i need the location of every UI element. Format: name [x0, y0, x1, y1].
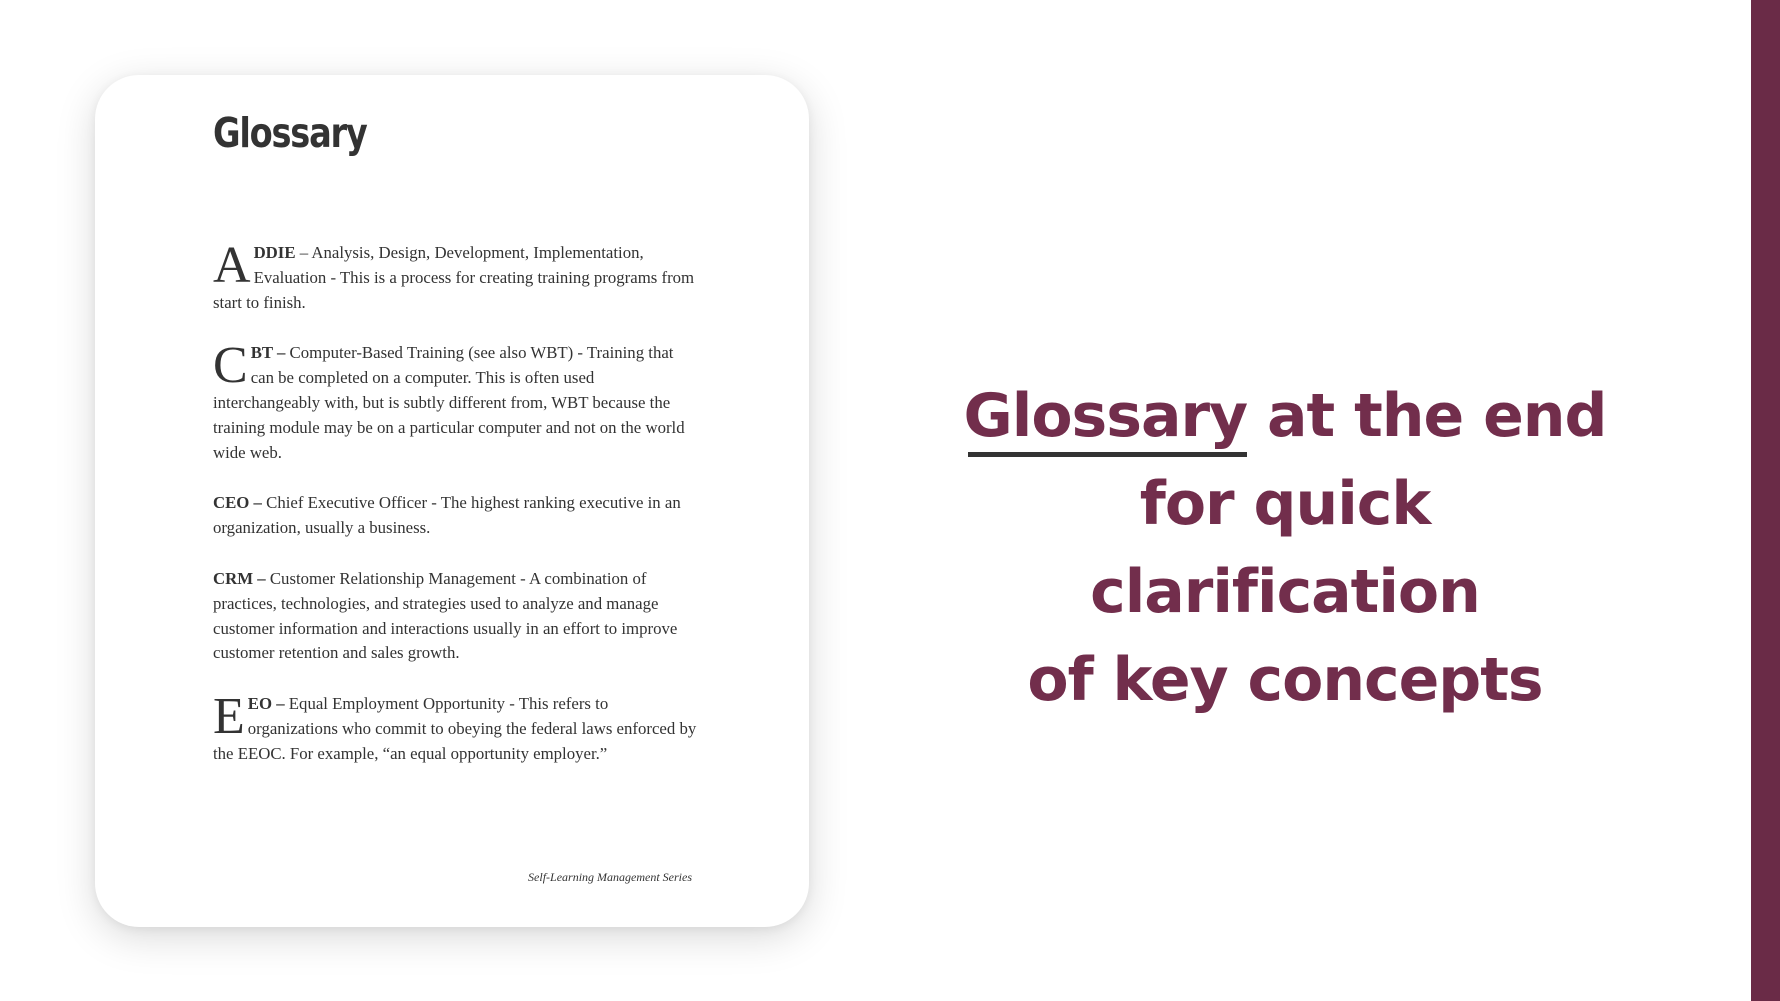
glossary-definition: Computer-Based Training (see also WBT) - Training that can be completed on a computer. This is often used interchangeably with, but is subtly different from, WBT because the training module may be on a particular computer and not on the world wide web.: [213, 343, 685, 462]
glossary-entry-ceo: [213, 491, 699, 541]
glossary-entry-crm: [213, 567, 699, 666]
glossary-definition: Customer Relationship Management - A combination of practices, technologies, and strategies used to analyze and manage customer information and interactions usually in an effort to improve customer retention and sales growth.: [213, 568, 678, 663]
dropcap: A: [213, 237, 251, 294]
accent-side-bar: [1751, 0, 1780, 1001]
glossary-entry-eeo: [213, 688, 699, 766]
glossary-title: Glossary: [213, 109, 367, 157]
headline-highlight-word: Glossary: [964, 372, 1248, 460]
glossary-term: DDIE: [253, 243, 296, 262]
series-footer: Self-Learning Management Series: [528, 870, 692, 884]
glossary-definition: Chief Executive Officer - The highest ranking executive in an organization, usually a business.: [213, 493, 681, 538]
dropcap: E: [213, 688, 245, 746]
glossary-term: CEO –: [213, 493, 262, 513]
headline-line1-rest: at the end: [1247, 381, 1607, 451]
headline-line3: of key concepts: [1027, 645, 1543, 715]
glossary-term: EO –: [247, 694, 285, 714]
glossary-entry-cbt: [213, 337, 699, 465]
glossary-term: CRM –: [213, 568, 266, 588]
glossary-definition: – Analysis, Design, Development, Implementation, Evaluation - This is a process for creating training programs from start to finish.: [213, 243, 695, 312]
glossary-entry-addie: [213, 237, 699, 315]
headline: [960, 372, 1610, 724]
headline-line2: for quick clarification: [1090, 469, 1480, 627]
glossary-definition: Equal Employment Opportunity - This refers to organizations who commit to obeying the federal laws enforced by the EEOC. For example, “an equal opportunity employer.”: [213, 694, 697, 763]
dropcap: C: [213, 337, 248, 395]
glossary-page-card: [95, 75, 809, 927]
glossary-term: BT –: [250, 343, 286, 363]
glossary-entries: [213, 237, 699, 793]
